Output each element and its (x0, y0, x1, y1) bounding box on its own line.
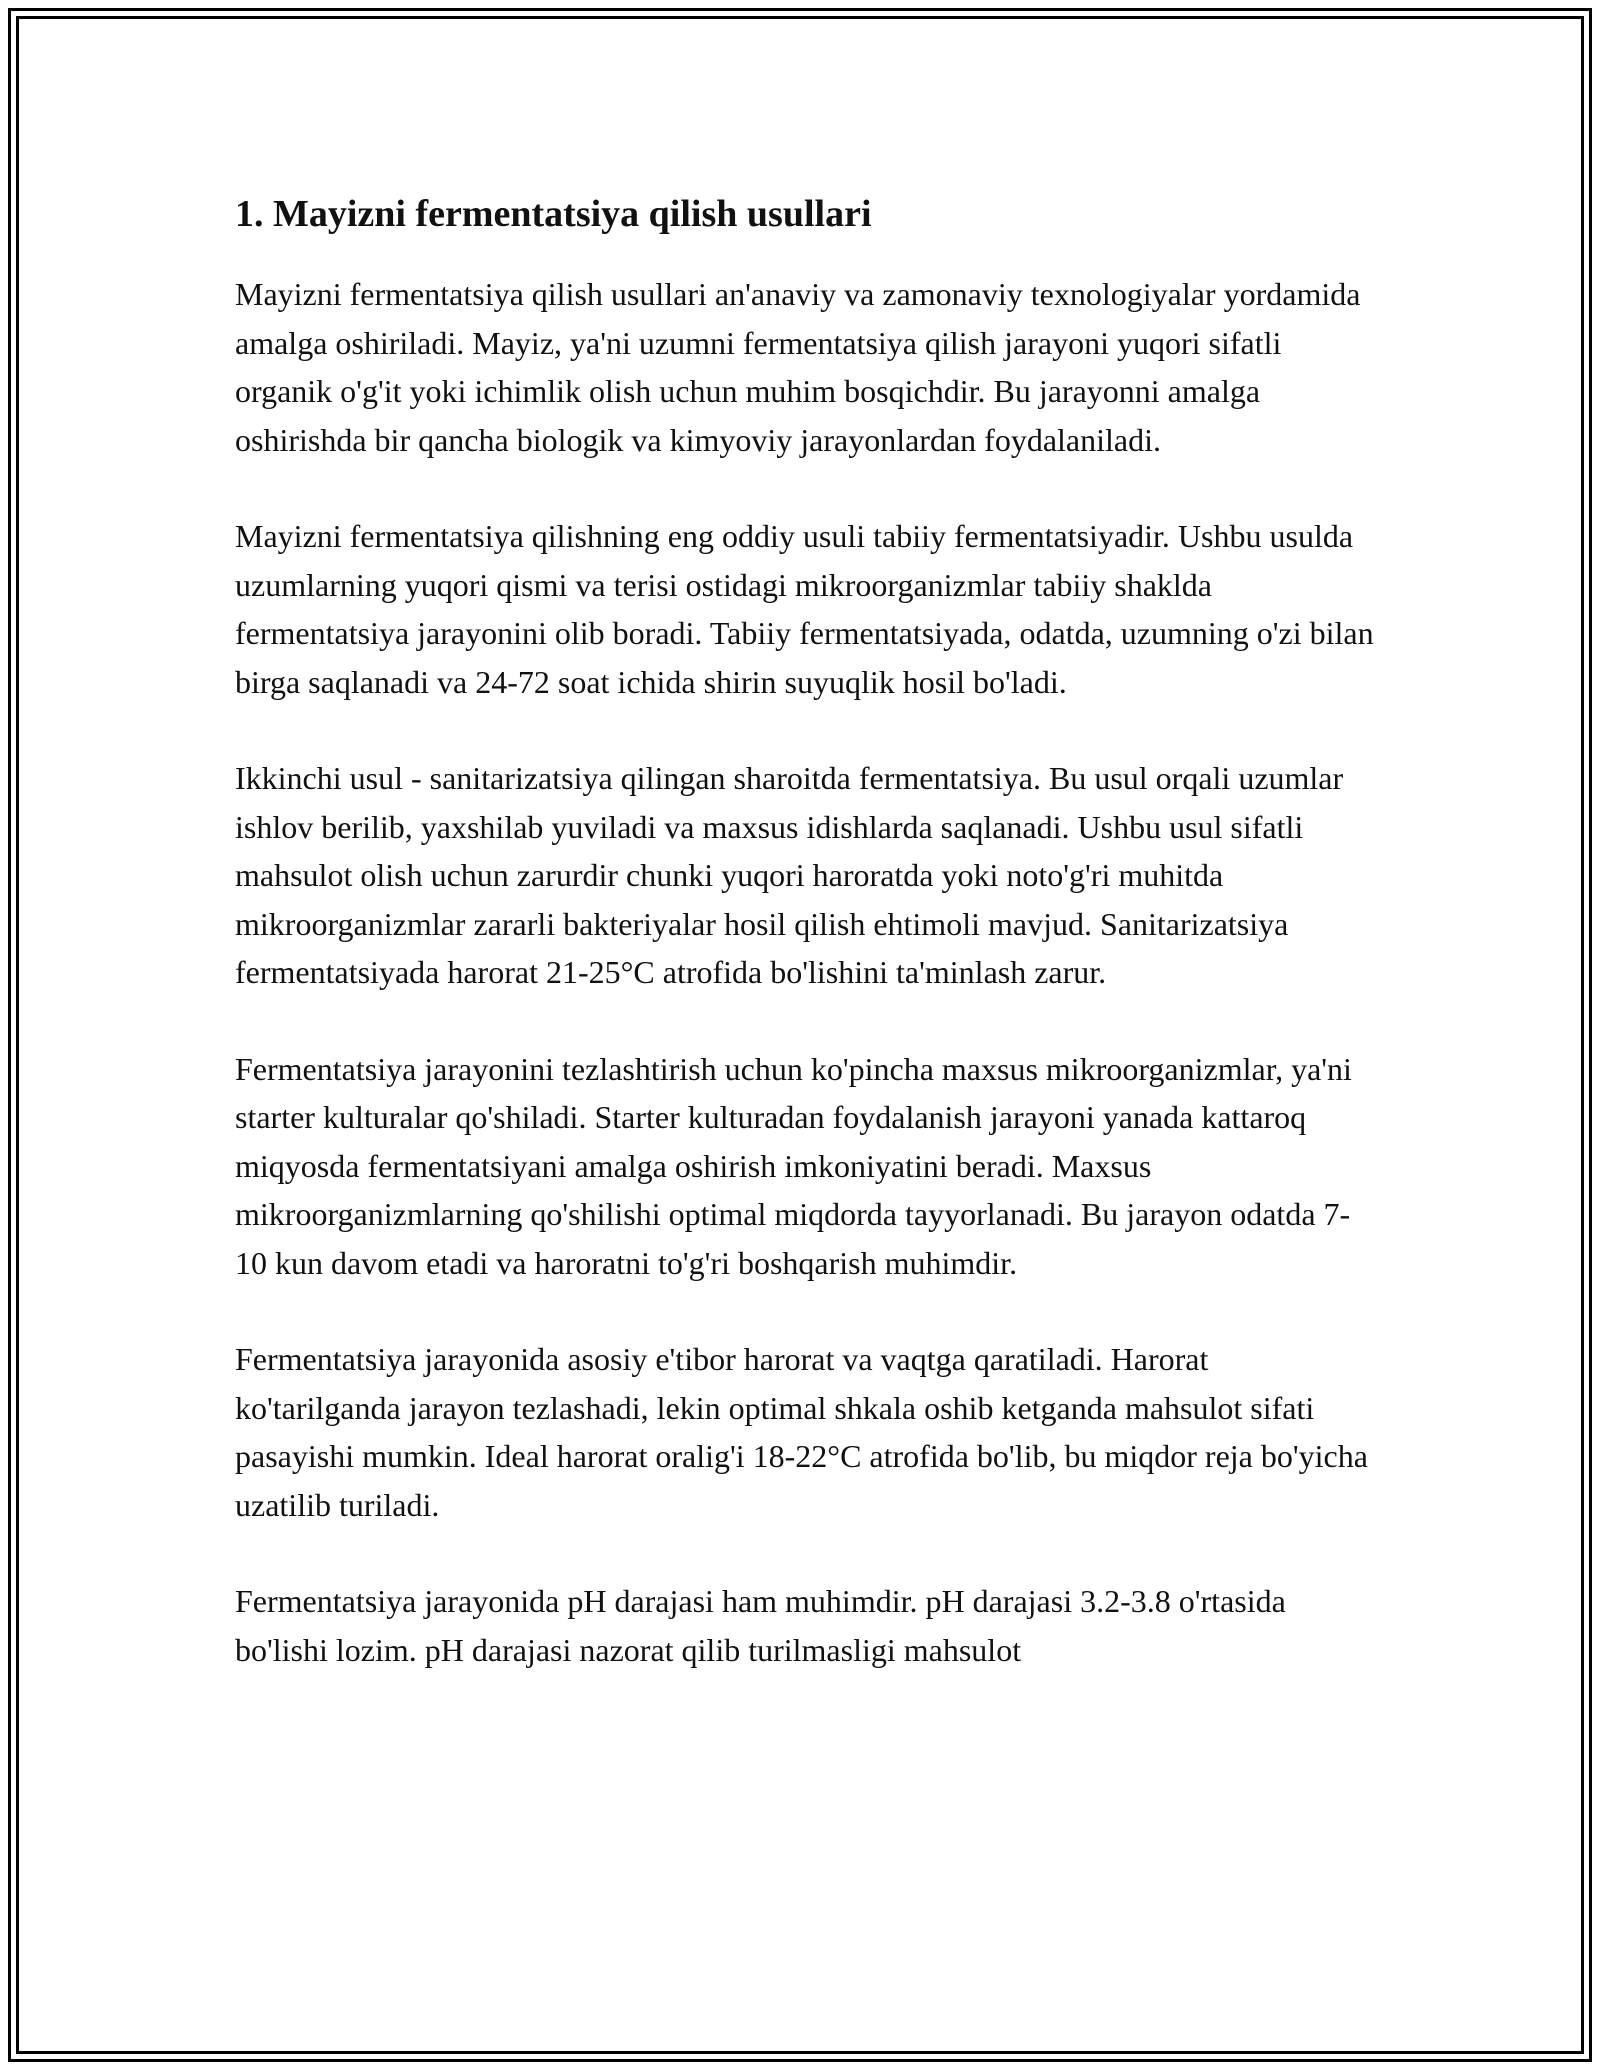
paragraph-6: Fermentatsiya jarayonida pH darajasi ham muhimdir. pH darajasi 3.2-3.8 o'rtasida bo'lishi lozim. pH darajasi nazorat qilib turilmasligi mahsulot (235, 1583, 1286, 1668)
paragraph-4: Fermentatsiya jarayonini tezlashtirish uchun ko'pincha maxsus mikroorganizmlar, ya'ni starter kulturalar qo'shiladi. Starter kulturadan foydalanish jarayoni yanada kattaroq miqyosda fermentatsiyani amalga oshirish imkoniyatini beradi. Maxsus mikroorganizmlarning qo'shilishi optimal miqdorda tayyorlanadi. Bu jarayon odatda 7-10 kun davom etadi va haroratni to'g'ri boshqarish muhimdir. (235, 1050, 1352, 1281)
paragraph-1: Mayizni fermentatsiya qilish usullari an'anaviy va zamonaviy texnologiyalar yordamida amalga oshiriladi. Mayiz, ya'ni uzumni fermentatsiya qilish jarayoni yuqori sifatli organik o'g'it yoki ichimlik olish uchun muhim bosqichdir. Bu jarayonni amalga oshirishda bir qancha biologik va kimyoviy jarayonlardan foydalaniladi. (235, 276, 1361, 458)
section-heading: 1. Mayizni fermentatsiya qilish usullari (235, 193, 872, 235)
paragraph-2: Mayizni fermentatsiya qilishning eng oddiy usuli tabiiy fermentatsiyadir. Ushbu usulda uzumlarning yuqori qismi va terisi ostidagi mikroorganizmlar tabiiy shaklda fermentatsiya jarayonini olib boradi. Tabiiy fermentatsiyada, odatda, uzumning o'zi bilan birga saqlanadi va 24-72 soat ichida shirin suyuqlik hosil bo'ladi. (235, 518, 1374, 700)
paragraph-5: Fermentatsiya jarayonida asosiy e'tibor harorat va vaqtga qaratiladi. Harorat ko'tarilganda jarayon tezlashadi, lekin optimal shkala oshib ketganda mahsulot sifati pasayishi mumkin. Ideal harorat oralig'i 18-22°C atrofida bo'lib, bu miqdor reja bo'yicha uzatilib turiladi. (235, 1341, 1368, 1523)
document-body (235, 186, 1375, 1722)
paragraph-3: Ikkinchi usul - sanitarizatsiya qilingan sharoitda fermentatsiya. Bu usul orqali uzumlar ishlov berilib, yaxshilab yuviladi va maxsus idishlarda saqlanadi. Ushbu usul sifatli mahsulot olish uchun zarurdir chunki yuqori haroratda yoki noto'g'ri muhitda mikroorganizmlar zararli bakteriyalar hosil qilish ehtimoli mavjud. Sanitarizatsiya fermentatsiyada harorat 21-25°C atrofida bo'lishini ta'minlash zarur. (235, 760, 1344, 990)
